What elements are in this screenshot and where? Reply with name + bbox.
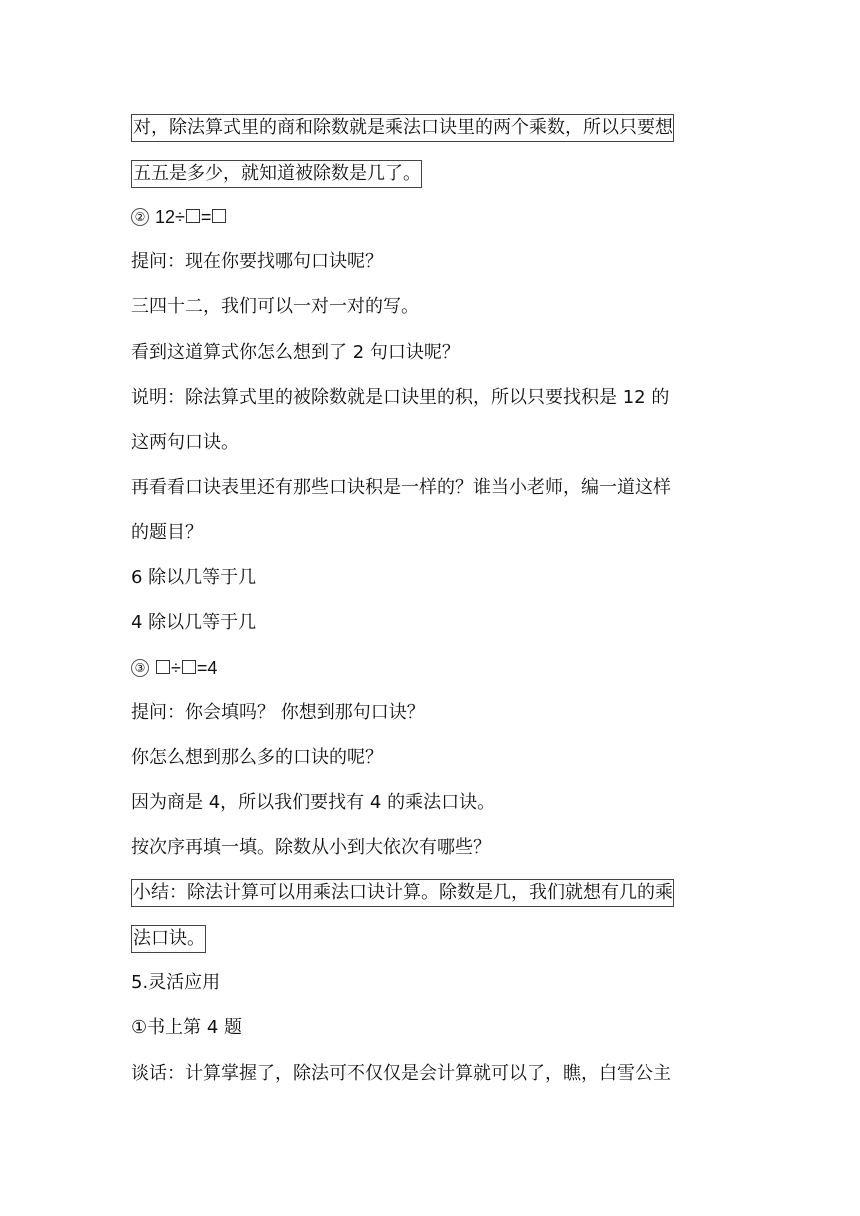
equation-prefix: 12÷ (155, 207, 185, 227)
blank-box (186, 209, 200, 223)
text-line: 因为商是 4，所以我们要找有 4 的乘法口诀。 (131, 792, 496, 813)
text-line: 的题目？ (131, 522, 203, 543)
equation-operator: ÷ (171, 658, 181, 678)
equation-line (131, 655, 217, 682)
text-line: 再看看口诀表里还有那些口诀积是一样的？谁当小老师，编一道这样 (131, 477, 671, 498)
text-line: 4 除以几等于几 (131, 612, 257, 633)
text-line: ①书上第 4 题 (131, 1017, 243, 1038)
text-line: 说明：除法算式里的被除数就是口诀里的积，所以只要找积是 12 的 (131, 387, 670, 408)
blank-box (182, 660, 196, 674)
text-line: 谈话：计算掌握了，除法可不仅仅是会计算就可以了，瞧，白雪公主 (131, 1063, 671, 1084)
text-line: 提问：现在你要找哪句口诀呢？ (131, 251, 383, 272)
equation-suffix: =4 (196, 658, 218, 678)
text-line: 这两句口诀。 (131, 432, 239, 453)
text-line: 看到这道算式你怎么想到了 2 句口诀呢？ (131, 342, 460, 363)
text-line: 三四十二，我们可以一对一对的写。 (131, 296, 419, 317)
text-line: 按次序再填一填。除数从小到大依次有哪些？ (131, 837, 491, 858)
blank-box (212, 209, 226, 223)
circled-number-marker: ② (131, 208, 149, 226)
equation-line (131, 204, 227, 231)
boxed-text-line: 对，除法算式里的商和除数就是乘法口诀里的两个乘数，所以只要想 (131, 114, 674, 142)
circled-number-marker: ③ (131, 659, 149, 677)
boxed-summary-line: 小结：除法计算可以用乘法口诀计算。除数是几，我们就想有几的乘 (131, 879, 674, 907)
section-heading: 5.灵活应用 (131, 972, 221, 993)
equation-operator: = (200, 207, 212, 227)
boxed-summary-line: 法口诀。 (131, 925, 206, 953)
blank-box (156, 660, 170, 674)
text-line: 6 除以几等于几 (131, 567, 257, 588)
text-line: 提问：你会填吗？ 你想到那句口诀？ (131, 702, 425, 723)
text-line: 你怎么想到那么多的口诀的呢？ (131, 747, 383, 768)
boxed-text-line: 五五是多少，就知道被除数是几了。 (131, 160, 422, 188)
